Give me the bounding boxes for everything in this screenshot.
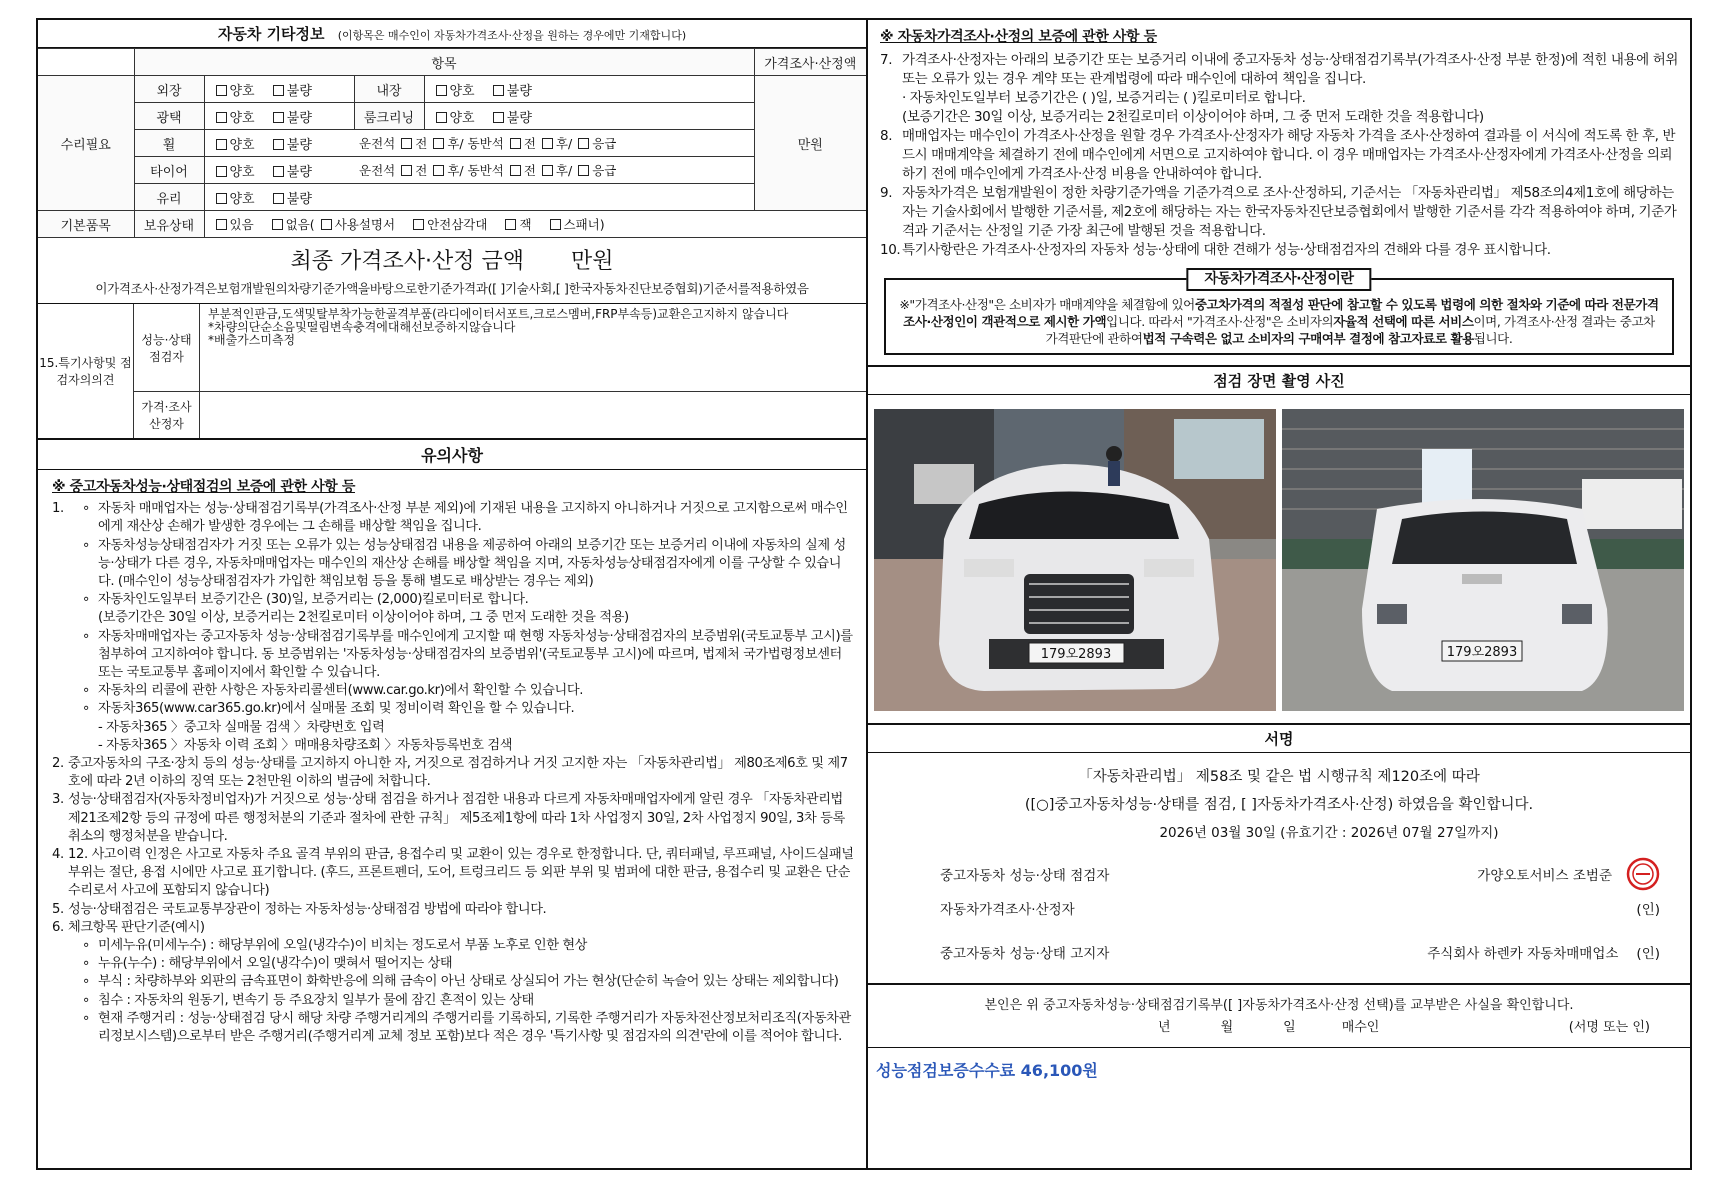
- criteria-bullet: ∘: [82, 974, 90, 990]
- price-item: [880, 241, 1678, 260]
- final-amount-label: 최종 가격조사·산정 금액: [290, 249, 524, 274]
- exterior-good-checkbox[interactable]: [216, 85, 227, 96]
- notice-item-number: [52, 737, 98, 755]
- notice-body: [38, 470, 866, 1052]
- notice-item-text: 자동차 매매업자는 성능·상태점검기록부(가격조사·산정 부분 제외)에 기재된 내용을 고지하지 아니하거나 거짓으로 고지함으로써 매수인에게 재산상 손해가 발생한 경우에는 그 손해를 배상할 책임을 집니다.: [98, 501, 848, 535]
- notifier-name: 주식회사 하렌카 자동차매매업소: [1427, 946, 1619, 962]
- photo-title: 점검 장면 촬영 사진: [868, 367, 1690, 395]
- room-cleaning-good-checkbox[interactable]: [436, 112, 447, 123]
- notice-section-title: ※ 중고자동차성능·상태점검의 보증에 관한 사항 등: [52, 479, 355, 495]
- price-item-number: [880, 89, 902, 108]
- price-item-number: [880, 108, 902, 127]
- notice-item-number: 3.: [52, 792, 64, 808]
- tire-driver-front-checkbox[interactable]: [401, 165, 412, 176]
- notifier-label: 중고자동차 성능·상태 고지자: [940, 946, 1110, 962]
- notice-item-number: 5.: [52, 901, 64, 917]
- inspection-fee: 성능점검보증수수료 46,100원: [868, 1047, 1690, 1091]
- sign-line-2: ([○]중고자동차성능·상태를 점검, [ ]자동차가격조사·산정) 하였음을 확인합니다.: [1024, 797, 1534, 813]
- right-column: [868, 20, 1690, 1168]
- notice-item-text: 자동차인도일부터 보증기간은 (30)일, 보증거리는 (2,000)킬로미터로 합니다.: [98, 592, 529, 608]
- price-person-label: 자동차가격조사·산정자: [940, 902, 1075, 918]
- notice-item-text: (보증기간은 30일 이상, 보증거리는 2천킬로미터 이상이어야 하며, 그 중 먼저 도래한 것을 적용): [98, 610, 629, 626]
- glass-good-checkbox[interactable]: [216, 193, 227, 204]
- interior-bad-checkbox[interactable]: [493, 85, 504, 96]
- tire-driver-rear-checkbox[interactable]: [433, 165, 444, 176]
- inspection-record-sheet: [36, 18, 1692, 1170]
- price-inspector-label: 가격·조사 산정자: [134, 392, 200, 438]
- opinion-label: 15.특기사항및 점검자의의견: [38, 304, 134, 438]
- price-item: [880, 89, 1678, 108]
- price-item-text: 가격조사·산정자는 아래의 보증기간 또는 보증거리 이내에 중고자동차 성능·상태점검기록부(가격조사·산정 부분 한정)에 적힌 내용에 허위 또는 오류가 있는 경우 계약 또는 관계법령에 따라 매수인에 대하여 책임을 집니다.: [902, 52, 1678, 87]
- have-checkbox[interactable]: [216, 219, 227, 230]
- notice-item: [52, 500, 854, 536]
- spanner-checkbox[interactable]: [550, 219, 561, 230]
- front-car-photo: [874, 409, 1276, 711]
- repair-label: 수리필요: [38, 76, 134, 211]
- price-person-row: [868, 891, 1690, 925]
- glass-bad-checkbox[interactable]: [273, 193, 284, 204]
- notice-item: [52, 846, 854, 901]
- criteria-item: [52, 937, 854, 955]
- manual-checkbox[interactable]: [321, 219, 332, 230]
- tire-bad-checkbox[interactable]: [273, 166, 284, 177]
- criteria-bullet: ∘: [82, 1010, 90, 1026]
- jack-checkbox[interactable]: [505, 219, 516, 230]
- inspector-seal-icon: [1626, 857, 1660, 891]
- price-item-text: 특기사항란은 가격조사·산정자의 자동차 성능·상태에 대한 견해가 성능·상태점검자의 견해와 다를 경우 표시합니다.: [902, 242, 1551, 258]
- tire-seat-options: 운전석 전 후/ 동반석 전 후/ 응급: [354, 157, 754, 184]
- notice-item-bullet: ∘: [82, 501, 90, 517]
- price-item: [880, 108, 1678, 127]
- price-guarantee-title: ※ 자동차가격조사·산정의 보증에 관한 사항 등: [880, 29, 1157, 45]
- notice-item-bullet: [82, 609, 98, 627]
- other-info-table: 항목 가격조사·산정액 수리필요 외장 양호 불량 내장 양호 불량 만원 광택 양호 불량 룸크리닝 양호 불량 휠 양호 불량 운전석 전 후/ 동반석 전 후/ 응급 타이어 양호 불량 운전석 전 후/ 동반석 전 후/ 응급 유리 양호 불량 기본품목 보유상태 있음 없음( 사용설명서 안전삼각대 잭 스패너): [38, 48, 866, 238]
- wheel-emergency-checkbox[interactable]: [578, 138, 589, 149]
- opinion-section: [38, 304, 866, 440]
- notice-item-text: 자동차매매업자는 중고자동차 성능·상태점검기록부를 매수인에게 고지할 때 현행 자동차성능·상태점검자의 보증범위(국토교통부 고시)를 첨부하여 고지하여야 합니다. 동 보증범위는 '자동차성능·상태점검자의 보증범위'(국토교통부 고시)에 따르며, 법제처 국가법령정보센터 또는 국토교통부 홈페이지에서 확인할 수 있습니다.: [98, 628, 853, 681]
- notice-item-text: 중고자동차의 구조·장치 등의 성능·상태를 고지하지 아니한 자, 거짓으로 점검하거나 거짓 고지한 자는 「자동차관리법」 제80조제6호 및 제7호에 따라 2년 이하의 징역 또는 2천만원 이하의 벌금에 처합니다.: [68, 756, 848, 790]
- criteria-text: 누유(누수) : 해당부위에서 오일(냉각수)이 맺혀서 떨어지는 상태: [98, 956, 453, 972]
- notice-item: [52, 901, 854, 919]
- interior-good-checkbox[interactable]: [436, 85, 447, 96]
- notice-item-text: - 자동차365 〉자동차 이력 조회 〉매매용차량조회 〉자동차등록번호 검색: [98, 737, 513, 753]
- other-info-title: 자동차 기타정보: [217, 25, 325, 43]
- room-cleaning-bad-checkbox[interactable]: [493, 112, 504, 123]
- criteria-item: [52, 973, 854, 991]
- price-person-seal: (인): [1636, 902, 1660, 918]
- none-checkbox[interactable]: [272, 219, 283, 230]
- notifier-row: [868, 935, 1690, 969]
- wheel-passenger-front-checkbox[interactable]: [510, 138, 521, 149]
- criteria-text: 미세누유(미세누수) : 해당부위에 오일(냉각수)이 비치는 정도로서 부품 노후로 인한 현상: [98, 938, 588, 954]
- criteria-item: [52, 992, 854, 1010]
- criteria-item: [52, 1010, 854, 1046]
- notice-item-text: 자동차의 리콜에 관한 사항은 자동차리콜센터(www.car.go.kr)에서 확인할 수 있습니다.: [98, 683, 583, 699]
- rear-plate: 179오2893: [1446, 645, 1518, 660]
- inspector-name: 가양오토서비스 조범준: [1477, 868, 1612, 884]
- gloss-good-checkbox[interactable]: [216, 112, 227, 123]
- notice-item-bullet: ∘: [82, 628, 90, 644]
- notice-item-bullet: ∘: [82, 592, 90, 608]
- final-amount-note: 이가격조사·산정가격은보험개발원의차량기준가액을바탕으로한기준가격과([ ]기술사회,[ ]한국자동차진단보증협회)기준서를적용하였음: [38, 277, 866, 304]
- notice-item-number: [52, 700, 82, 718]
- tire-emergency-checkbox[interactable]: [578, 165, 589, 176]
- wheel-seat-options: 운전석 전 후/ 동반석 전 후/ 응급: [354, 130, 754, 157]
- price-definition-box: 자동차가격조사·산정이란 ※"가격조사·산정"은 소비자가 매매계약을 체결함에 있어중고차가격의 적절성 판단에 참고할 수 있도록 법령에 의한 절차와 기준에 따라 전문가격조사·산정인이 객관적으로 제시한 가액입니다. 따라서 "가격조사·산정"은 소비자의자율적 선택에 따른 서비스이며, 가격조사·산정 결과는 중고차 가격판단에 관하여법적 구속력은 없고 소비자의 구매여부 결정에 참고자료로 활용됩니다.: [884, 278, 1674, 355]
- criteria-text: 현재 주행거리 : 성능·상태점검 당시 해당 차량 주행거리계의 주행거리를 기록하되, 기록한 주행거리가 자동차전산정보처리조직(자동차관리정보시스템)으로부터 받은 주행거리(주행거리계 교체 정보 포함)보다 적은 경우 '특기사항 및 점검자의 의견'란에 이를 적어야 합니다.: [98, 1010, 851, 1045]
- notice-item-bullet: ∘: [82, 683, 90, 699]
- criteria-bullet: ∘: [82, 938, 90, 954]
- price-item-text: (보증기간은 30일 이상, 보증거리는 2천킬로미터 이상이어야 하며, 그 중 먼저 도래한 것을 적용합니다): [902, 109, 1484, 125]
- buyer-sign[interactable]: (서명 또는 인): [1568, 1020, 1650, 1035]
- notice-item-number: [52, 628, 82, 683]
- notice-item-number: [52, 682, 82, 700]
- perf-inspector-label: 성능·상태 점검자: [134, 304, 200, 391]
- notice-item: [52, 919, 854, 937]
- price-item-text: · 자동차인도일부터 보증기간은 ( )일, 보증거리는 ( )킬로미터로 합니다.: [902, 90, 1306, 106]
- final-amount-unit: 만원: [571, 249, 614, 274]
- notice-item: [52, 719, 854, 737]
- wheel-passenger-rear-checkbox[interactable]: [542, 138, 553, 149]
- notice-item-text: 자동차365(www.car365.go.kr)에서 실매물 조회 및 정비이력 확인을 할 수 있습니다.: [98, 701, 575, 717]
- price-item-number: 10.: [880, 242, 901, 258]
- notice-item: [52, 628, 854, 683]
- notice-item: [52, 791, 854, 846]
- gloss-label: 광택: [134, 103, 204, 130]
- notice-item-number: [52, 719, 98, 737]
- rear-car-photo: [1282, 409, 1684, 711]
- notice-item: [52, 737, 854, 755]
- notice-item-text: 자동차성능상태점검자가 거짓 또는 오류가 있는 성능상태점검 내용을 제공하여 아래의 보증기간 또는 보증거리 이내에 자동차의 실제 성능·상태가 다른 경우, 자동차매매업자는 매수인의 재산상 손해를 배상할 책임을 지며, 자동차성능상태점검자에게 이를 구상할 수 있습니다. (매수인이 성능상태점검자가 가입한 책임보험 등을 통해 별도로 배상받는 경우는 제외): [98, 537, 846, 590]
- notice-item-text: - 자동차365 〉중고차 실매물 검색 〉차량번호 입력: [98, 719, 385, 735]
- gloss-bad-checkbox[interactable]: [273, 112, 284, 123]
- possession-label: 보유상태: [134, 211, 204, 238]
- header-item: 항목: [134, 49, 754, 76]
- price-inspector-opinion: [200, 392, 866, 438]
- notice-item-number: 4.: [52, 847, 64, 863]
- wheel-bad-checkbox[interactable]: [273, 139, 284, 150]
- basic-items-options: 있음 없음( 사용설명서 안전삼각대 잭 스패너): [204, 211, 866, 238]
- notice-item-number: [52, 537, 82, 592]
- price-value: 만원: [754, 76, 866, 211]
- tire-label: 타이어: [134, 157, 204, 184]
- interior-label: 내장: [354, 76, 424, 103]
- price-item: [880, 184, 1678, 241]
- notice-item: [52, 537, 854, 592]
- wheel-driver-front-checkbox[interactable]: [401, 138, 412, 149]
- sign-line-1: 「자동차관리법」 제58조 및 같은 법 시행규칙 제120조에 따라: [1078, 769, 1480, 785]
- notice-item: [52, 591, 854, 609]
- sign-date: 2026년 03월 30일 (유효기간 : 2026년 07월 27일까지): [1159, 825, 1499, 841]
- buyer-confirm: [868, 985, 1690, 1047]
- price-item-number: 9.: [880, 185, 893, 201]
- notice-item-text: 체크항목 판단기준(예시): [68, 919, 205, 935]
- price-item-number: 7.: [880, 52, 893, 68]
- perf-inspector-opinion: 부분적인판금,도색및탈부착가능한골격부품(라디에이터서포트,크로스멤버,FRP부속등)교환은고지하지 않습니다 *차량의단순소음및떨림변속충격에대해선보증하지않습니다 *배출가스미측정: [208, 307, 789, 347]
- notice-title: 유의사항: [38, 440, 866, 470]
- notice-item-number: 1.: [52, 501, 64, 517]
- criteria-bullet: ∘: [82, 956, 90, 972]
- notice-item-bullet: ∘: [82, 701, 90, 717]
- exterior-label: 외장: [134, 76, 204, 103]
- criteria-bullet: ∘: [82, 992, 90, 1008]
- wheel-label: 휠: [134, 130, 204, 157]
- basic-items-label: 기본품목: [38, 211, 134, 238]
- front-plate: 179오2893: [1040, 647, 1112, 662]
- price-item-number: 8.: [880, 128, 893, 144]
- notifier-seal: (인): [1636, 946, 1660, 962]
- price-definition-title: 자동차가격조사·산정이란: [1186, 268, 1371, 291]
- glass-label: 유리: [134, 184, 204, 211]
- tire-passenger-front-checkbox[interactable]: [510, 165, 521, 176]
- final-amount: [38, 238, 866, 277]
- left-column: [38, 20, 868, 1168]
- sign-section: [868, 753, 1690, 985]
- notice-item-text: 성능·상태점검자(자동차정비업자)가 거짓으로 성능·상태 점검을 하거나 점검한 내용과 다르게 자동차매매업자에게 알린 경우 「자동차관리법 제21조제2항 등의 규정에 따른 행정처분의 기준과 절차에 관한 규칙」 제5조제1항에 따라 1차 사업정지 30일, 2차 사업정지 90일, 3차 등록취소의 행정처분을 받습니다.: [68, 792, 845, 844]
- wheel-driver-rear-checkbox[interactable]: [433, 138, 444, 149]
- wheel-good-checkbox[interactable]: [216, 139, 227, 150]
- other-info-header: [38, 20, 866, 48]
- price-item: [880, 127, 1678, 184]
- tire-passenger-rear-checkbox[interactable]: [542, 165, 553, 176]
- criteria-text: 부식 : 차량하부와 외판의 금속표면이 화학반응에 의해 금속이 아닌 상태로 상실되어 가는 현상(단순히 녹슬어 있는 상태는 제외합니다): [98, 974, 839, 990]
- triangle-checkbox[interactable]: [413, 219, 424, 230]
- tire-good-checkbox[interactable]: [216, 166, 227, 177]
- confirm-line: 본인은 위 중고자동차성능·상태점검기록부([ ]자동차가격조사·산정 선택)를 교부받은 사실을 확인합니다.: [984, 998, 1574, 1013]
- price-item-text: 매매업자는 매수인이 가격조사·산정을 원할 경우 가격조사·산정자가 해당 자동차 가격을 조사·산정하여 결과를 이 서식에 적도록 한 후, 반드시 매매계약을 체결하기 전에 매수인에게 서면으로 고지하여야 합니다. 이 경우 매매업자는 가격조사·산정자에게 가격조사·산정을 의뢰하기 전에 매수인에게 가격조사·산정 비용을 안내하여야 합니다.: [902, 128, 1676, 182]
- room-cleaning-label: 룸크리닝: [354, 103, 424, 130]
- price-item-text: 자동차가격은 보험개발원이 정한 차량기준가액을 기준가격으로 조사·산정하되, 기준서는 「자동차관리법」 제58조의4제1호에 해당하는 자는 기술사회에서 발행한 기준서를, 제2호에 해당하는 자는 한국자동차진단보증협회에서 발행한 기준서를 각각 적용하여야 하며, 기준가격과 기준서는 산정일 기준 가장 최근에 발행된 것을 적용합니다.: [902, 185, 1677, 239]
- price-guarantee-section: [868, 20, 1690, 367]
- notice-item-number: 6.: [52, 919, 64, 935]
- notice-item-number: 2.: [52, 756, 64, 772]
- notice-item: [52, 682, 854, 700]
- buyer-sign-row: 년 월 일 매수인 (서명 또는 인): [878, 1017, 1680, 1039]
- price-item: [880, 51, 1678, 89]
- criteria-text: 침수 : 자동차의 원동기, 변속기 등 주요장치 일부가 물에 잠긴 흔적이 있는 상태: [98, 992, 534, 1008]
- notice-item-text: 12. 사고이력 인정은 사고로 자동차 주요 골격 부위의 판금, 용접수리 및 교환이 있는 경우로 한정합니다. 단, 쿼터패널, 루프패널, 사이드실패널 부위는 절단, 용접 시에만 사고로 표기합니다. (후드, 프론트펜더, 도어, 트렁크리드 등 외판 부위 및 범퍼에 대한 판금, 용접수리 및 교환은 단순수리로서 사고에 포함되지 않습니다): [68, 847, 854, 899]
- criteria-item: [52, 955, 854, 973]
- notice-item: [52, 700, 854, 718]
- inspector-label: 중고자동차 성능·상태 점검자: [940, 868, 1110, 884]
- inspector-row: [868, 857, 1690, 891]
- notice-item: [52, 609, 854, 627]
- notice-item: [52, 755, 854, 791]
- notice-item-bullet: ∘: [82, 537, 90, 553]
- sign-title: 서명: [868, 725, 1690, 753]
- notice-item-number: [52, 591, 82, 609]
- header-price: 가격조사·산정액: [754, 49, 866, 76]
- inspection-photos: [868, 395, 1690, 725]
- other-info-note: (이항목은 매수인이 자동차가격조사·산정을 원하는 경우에만 기재합니다): [337, 29, 687, 42]
- notice-item-text: 성능·상태점검은 국토교통부장관이 정하는 자동차성능·상태점검 방법에 따라야 합니다.: [68, 901, 547, 917]
- exterior-bad-checkbox[interactable]: [273, 85, 284, 96]
- notice-item-number: [52, 609, 82, 627]
